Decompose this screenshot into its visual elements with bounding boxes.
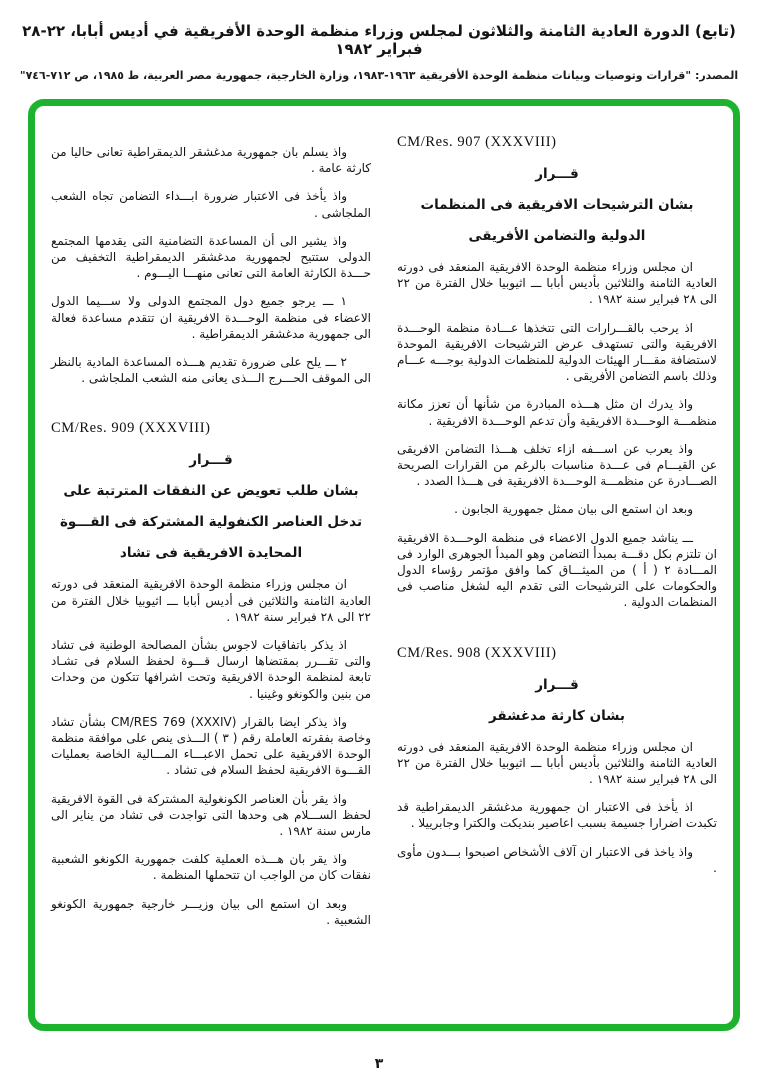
column-left	[51, 132, 371, 1006]
resolution-heading: المحايدة الافريقية فى تشاد	[119, 545, 303, 562]
page-header	[0, 0, 758, 82]
document-frame	[28, 99, 740, 1031]
session-title: (تابع) الدورة العادية الثامنة والثلاثون لمجلس وزراء منظمة الوحدة الأفريقية في أديس أبابا، ٢٢-٢٨ فبراير ١٩٨٢	[22, 22, 736, 58]
paragraph: اذ يذكر باتفاقيات لاجوس بشأن المصالحة الوطنية فى تشاد والتى تقـــرر بمقتضاها ارسال قـــوة لحفظ السلام فى تشـاد تابعة لمنظمة الوحدة الافريقية وتحت اشرافها تتكون من وحدات من بنين والكونغو وغينيا .	[51, 638, 371, 701]
resolution-code: CM/Res. 907 (XXXVIII)	[397, 134, 557, 150]
column-right	[397, 132, 717, 1006]
resolution-heading: قـــرار	[535, 166, 579, 182]
paragraph: ان مجلس وزراء منظمة الوحدة الافريقية المنعقد فى دورته العادية الثامنة والثلاثين بأديس أبابا ـــ اثيوبيا خلال الفترة من ٢٢ الى ٢٨ فبراير سنة ١٩٨٢ .	[397, 739, 717, 787]
paragraph: ان مجلس وزراء منظمة الوحدة الافريقية المنعقد فى دورته العادية الثامنة والثلاثين بأديس أبابا ـــ اثيوبيا خلال الفترة من ٢٢ الى ٢٨ فبراير سنة ١٩٨٢ .	[397, 260, 717, 307]
paragraph: اذ يأخذ فى الاعتبار ان جمهورية مدغشقر الديمقراطية قد تكبدت اضرارا جسيمة بسبب اعاصير بنديكت والكترا وجابرييلا .	[397, 800, 717, 831]
paragraph: واذ يذكر ايضا بالقرار CM/RES 769 (XXXIV) بشأن تشاد وخاصة بفقرته العاملة رقم ( ٣ ) الـــذى ينص على موافقة منظمة الوحدة الافريقية على تحمل الاعبـــاء المـــالية الخاصة بعمليات القـــوة الافريقية لحفظ السلام فى تشاد .	[51, 714, 371, 778]
resolution-heading: قـــرار	[189, 452, 233, 469]
resolution-heading: بشان الترشيحات الافريقية فى المنظمات	[420, 197, 694, 213]
paragraph: ١ ـــ يرجو جميع دول المجتمع الدولى ولا ســـيما الدول الاعضاء فى منظمة الوحـــدة الافريقية ان تتقدم مساعدة فعالة الى جمهورية مدغشقر الديمقراطية .	[51, 294, 371, 341]
paragraph: واذ ياخذ فى الاعتبار ان آلاف الأشخاص اصبحوا بـــدون مأوى .	[397, 844, 717, 875]
paragraph: واذ يشير الى أن المساعدة التضامنية التى يقدمها المجتمع الدولى ستتيح لجمهورية مدغشقر الديمقراطية التخفيف من حـــدة الكارثة العامة التى تعانى منهـــا اليـــوم .	[51, 233, 371, 281]
resolution-heading: بشان طلب تعويض عن النفقات المترتبة على	[63, 483, 359, 500]
paragraph: ٢ ـــ يلح على ضرورة تقديم هـــذه المساعدة المادية بالنظر الى الموقف الحـــرج الـــذى يعانى منه الشعب الملجاشى .	[51, 355, 371, 386]
resolution-code: CM/Res. 909 (XXXVIII)	[51, 420, 211, 437]
paragraph: ان مجلس وزراء منظمة الوحدة الافريقية المنعقد فى دورته العادية الثامنة والثلاثين فى أديس أبابا ـــ اثيوبيا خلال الفترة من ٢٢ الى ٢٨ فبراير سنة ١٩٨٢ .	[51, 577, 371, 624]
paragraph: واذ يقر بأن العناصر الكونغولية المشتركة فى القوة الافريقية لحفظ الســـلام هى وحدها التى تواجدت فى تشاد من يناير الى مارس سنة ١٩٨٢ .	[51, 791, 371, 839]
paragraph: اذ يرحب بالقـــرارات التى تتخذها عـــادة منظمة الوحـــدة الافريقية والتى تستهدف عرض الترشيحات الافريقية الموحدة لاستضافة مقـــار الهيئات الدولية للمنظمات الدولية بوجـــه عـــام وذلك باسم التضامن الأفريقى .	[397, 320, 717, 384]
paragraph: ـــ يناشد جميع الدول الاعضاء فى منظمة الوحـــدة الافريقية ان تلتزم بكل دقـــة بمبدأ التضامن وهو المبدأ الجوهرى الوارد فى المـــادة ٢ ( أ ) من الميثـــاق كما وافق مؤتمر رؤساء الدول والحكومات على الترشيحات التى تقدم اليه لشغل مناصب فى المنظمات الدولية .	[397, 530, 718, 610]
paragraph: واذ يسلم بان جمهورية مدغشقر الديمقراطية تعانى حاليا من كارثة عامة .	[51, 145, 371, 176]
paragraph: واذ يدرك ان مثل هـــذه المبادرة من شأنها أن تعزز مكانة منظمـــة الوحـــدة الافريقية وأن تدعم الوحـــدة الافريقية .	[397, 397, 717, 428]
resolution-heading: تدخل العناصر الكنفولية المشتركة فى القـــوة	[59, 514, 363, 531]
source-citation: المصدر: "قرارات وتوصيات وبيانات منظمة الوحدة الأفريقية ١٩٦٣-١٩٨٣، وزارة الخارجية، جمهورية مصر العربية، ط ١٩٨٥، ص ٧١٢-٧٤٦"	[19, 69, 739, 82]
resolution-heading: بشان كارثة مدغشقر	[489, 707, 625, 724]
paragraph: وبعد ان استمع الى بيان ممثل جمهورية الجابون .	[454, 502, 693, 517]
resolution-code: CM/Res. 908 (XXXVIII)	[397, 644, 557, 661]
paragraph: وبعد ان استمع الى بيان وزيـــر خارجية جمهورية الكونغو الشعبية .	[51, 896, 371, 927]
resolution-heading: قـــرار	[535, 676, 579, 693]
paragraph: واذ يعرب عن اســـفه ازاء تخلف هـــذا التضامن الافريقى عن القيـــام فى عـــدة مناسبات بالرغم من القرارات الصريحة الصـــادرة عن منظمـــة الوحـــدة الافريقية فى هـــذا الصدد .	[397, 441, 717, 489]
resolution-heading: الدولية والتضامن الأفريقى	[468, 228, 646, 244]
page-number: ٣	[374, 1056, 384, 1072]
paragraph: واذ يقر بان هـــذه العملية كلفت جمهورية الكونغو الشعبية نفقات كان من الواجب ان تتحملها المنظمة .	[51, 852, 371, 883]
paragraph: واذ يأخذ فى الاعتبار ضرورة ابـــداء التضامن تجاه الشعب الملجاشى .	[51, 189, 371, 220]
